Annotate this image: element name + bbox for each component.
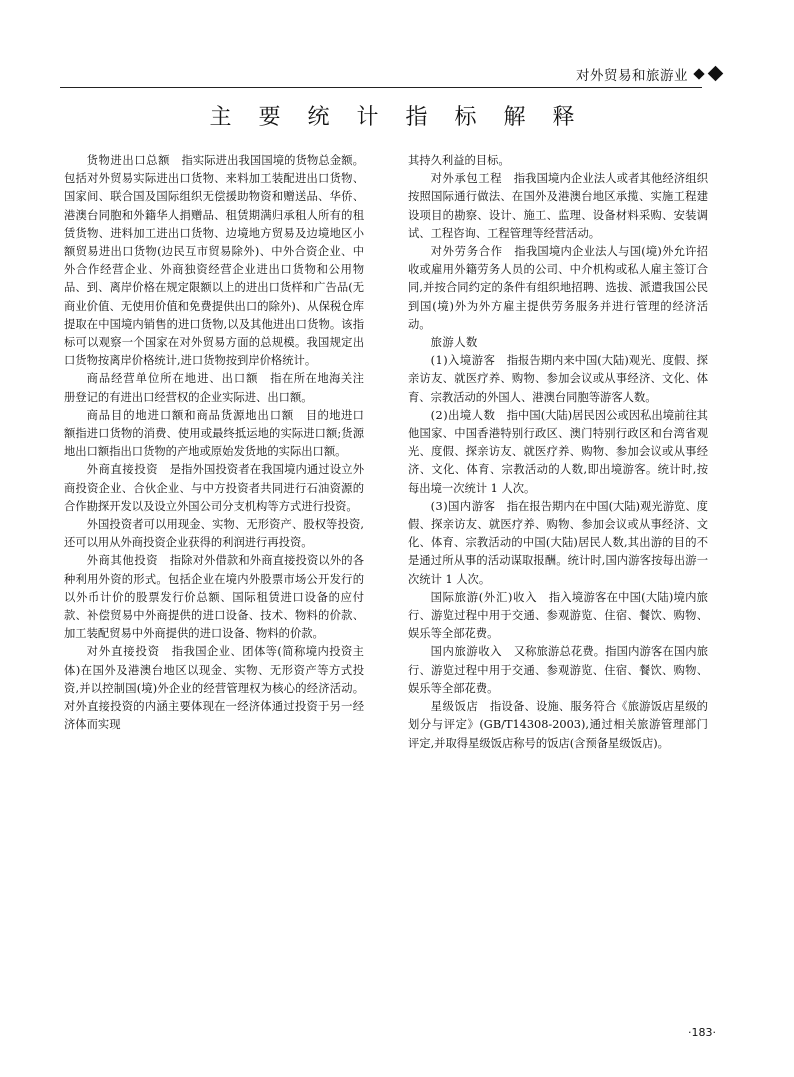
term-heading: 国内旅游收入 [430, 645, 503, 659]
term-heading: 商品经营单位所在地进、出口额 [86, 372, 259, 386]
term-heading: 商品目的地进口额和商品货源地出口额 [86, 408, 295, 422]
diamond-icon [692, 67, 728, 81]
paragraph [64, 516, 364, 552]
definition-text: 外国投资者可以用现金、实物、无形资产、股权等投资,还可以用从外商投资企业获得的利润进行再投资。 [64, 518, 364, 550]
definition-text: 又称旅游总花费。指国内游客在国内旅行、游览过程中用于交通、参观游览、住宿、餐饮、购物、娱乐等全部花费。 [408, 645, 708, 695]
paragraph [408, 352, 708, 407]
paragraph [408, 170, 708, 243]
term-heading: 星级饭店 [430, 700, 479, 714]
term-heading: 外商其他投资 [86, 554, 159, 568]
paragraph [408, 243, 708, 334]
term-heading: 货物进出口总额 [86, 154, 171, 167]
paragraph [408, 334, 708, 352]
definition-text: 目的地进口额指进口货物的消费、使用或最终抵运地的实际进口额;货源地出口额指出口货物的产地或原始发货地的实际出口额。 [64, 408, 364, 459]
term-heading: 对外承包工程 [430, 172, 503, 186]
paragraph [64, 370, 364, 406]
left-column [64, 152, 364, 735]
definition-text: 指我国企业、团体等(简称境内投资主体)在国外及港澳台地区以现金、实物、无形资产等方式投资,并以控制国(境)外企业的经营管理权为核心的经济活动。对外直接投资的内涵主要体现在一经济体通过投资于另一经济体而实现 [64, 645, 364, 732]
paragraph [64, 643, 364, 734]
definition-text: 指在报告期内在中国(大陆)观光游览、度假、探亲访友、就医疗养、购物、参加会议或从事经济、文化、体育、宗教活动的中国(大陆)居民人数,其出游的目的不是通过所从事的活动谋取报酬。统计时,国内游客按每出游一次统计 1 人次。 [408, 499, 708, 586]
term-heading: (2)出境人数 [430, 408, 496, 422]
header-section-title: 对外贸易和旅游业 [576, 68, 688, 84]
term-heading: 外商直接投资 [86, 463, 159, 477]
term-heading: 对外劳务合作 [430, 245, 503, 259]
definition-text: 指报告期内来中国(大陆)观光、度假、探亲访友、就医疗养、购物、参加会议或从事经济、文化、体育、宗教活动的外国人、港澳台同胞等游客人数。 [408, 354, 708, 404]
paragraph [408, 698, 708, 753]
definition-text: 指设备、设施、服务符合《旅游饭店星级的划分与评定》(GB/T14308-2003),通过相关旅游管理部门评定,并取得星级饭店称号的饭店(含预备星级饭店)。 [408, 700, 708, 750]
page-title: 主 要 统 计 指 标 解 释 [209, 105, 585, 130]
paragraph [408, 589, 708, 644]
definition-text: 指除对外借款和外商直接投资以外的各种利用外资的形式。包括企业在境内外股票市场公开发行的以外币计价的股票发行价总额、国际租赁进口设备的应付款、补偿贸易中外商提供的进口设备、技术、物料的价款、加工装配贸易中外商提供的进口设备、物料的价款。 [64, 554, 364, 641]
paragraph [408, 152, 708, 170]
page-number: ·183· [688, 1026, 716, 1039]
term-heading: (1)入境游客 [430, 354, 496, 368]
term-heading: 国际旅游(外汇)收入 [430, 590, 538, 604]
definition-text: 指中国(大陆)居民因公或因私出境前往其他国家、中国香港特别行政区、澳门特别行政区和台湾省观光、度假、探亲访友、就医疗养、购物、参加会议或从事经济、文化、体育、宗教活动的人数,即出境游客。统计时,按每出境一次统计 1 人次。 [408, 408, 708, 495]
paragraph [64, 152, 364, 370]
definition-text: 其持久利益的目标。 [408, 154, 510, 167]
definition-text: 是指外国投资者在我国境内通过设立外商投资企业、合伙企业、与中方投资者共同进行石油资源的合作勘探开发以及设立外国公司分支机构等方式进行投资。 [64, 463, 364, 513]
paragraph [64, 552, 364, 643]
definition-text: 指在所在地海关注册登记的有进出口经营权的企业实际进、出口额。 [64, 372, 364, 404]
definition-text: 指我国境内企业法人或者其他经济组织按照国际通行做法、在国外及港澳台地区承揽、实施工程建设项目的勘察、设计、施工、监理、设备材料采购、安装调试、工程咨询、工程管理等经营活动。 [408, 172, 708, 240]
definition-text: 指实际进出我国国境的货物总金额。包括对外贸易实际进出口货物、来料加工装配进出口货物、国家间、联合国及国际组织无偿援助物资和赠送品、华侨、港澳台同胞和外籍华人捐赠品、租赁期满归承租人所有的租赁货物、进料加工进出口货物、边境地方贸易及边境地区小额贸易进出口货物(边民互市贸易除外)、中外合资企业、中外合作经营企业、外商独资经营企业进出口货物和公用物品、到、离岸价格在规定限额以上的进出口货样和广告品(无商业价值、无使用价值和免费提供出口的除外)、从保税仓库提取在中国境内销售的进口货物,以及其他进出口货物。该指标可以观察一个国家在对外贸易方面的总规模。我国规定出口货物按离岸价格统计,进口货物按到岸价格统计。 [64, 154, 364, 368]
paragraph [64, 461, 364, 516]
paragraph [64, 407, 364, 462]
term-heading: 对外直接投资 [86, 645, 161, 659]
right-column [408, 152, 708, 753]
definition-text: 指入境游客在中国(大陆)境内旅行、游览过程中用于交通、参观游览、住宿、餐饮、购物、娱乐等全部花费。 [408, 590, 708, 641]
paragraph [408, 643, 708, 698]
header-rule [60, 87, 702, 88]
term-heading: 旅游人数 [430, 336, 478, 350]
term-heading: (3)国内游客 [430, 499, 496, 513]
paragraph [408, 407, 708, 498]
paragraph [408, 498, 708, 589]
running-header [60, 60, 732, 90]
definition-text: 指我国境内企业法人与国(境)外允许招收或雇用外籍劳务人员的公司、中介机构或私人雇主签订合同,并按合同约定的条件有组织地招聘、选拔、派遣我国公民到国(境)外为外方雇主提供劳务服务并进行管理的经济活动。 [408, 245, 708, 331]
